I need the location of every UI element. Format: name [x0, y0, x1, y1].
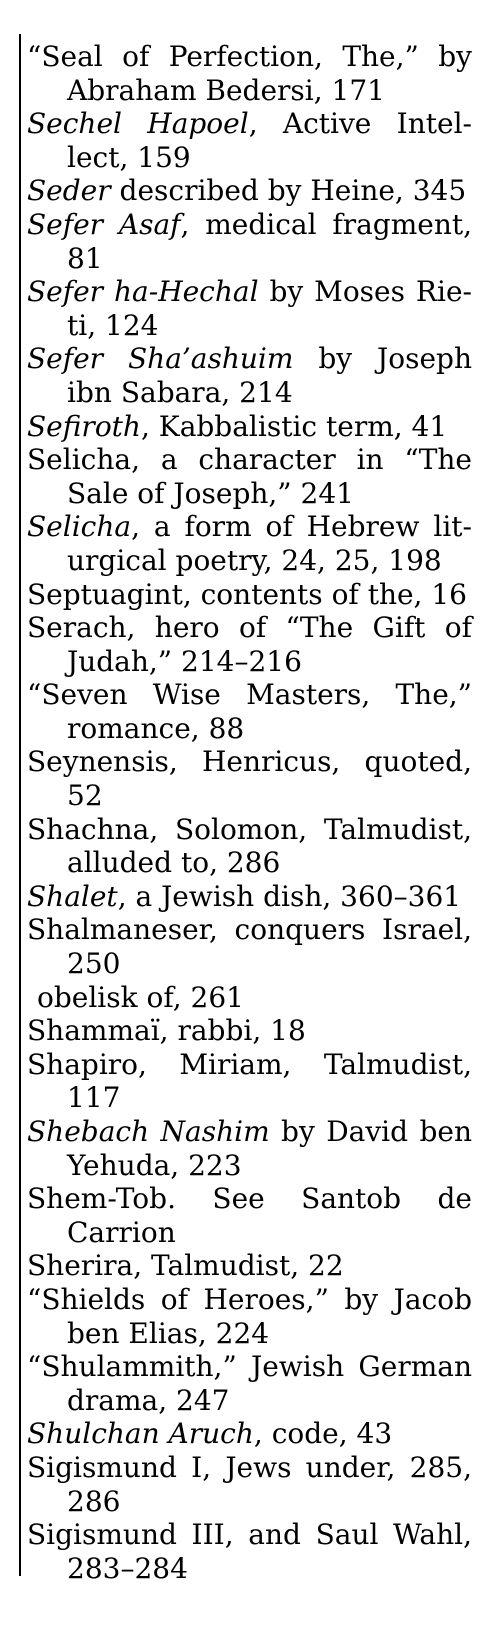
index-entry — [27, 1451, 472, 1518]
entry-italic-heading: Sefiroth — [27, 409, 141, 443]
index-entry — [27, 443, 472, 510]
entry-text: “Shields of Heroes,” by Jacob ben Elias, 224 — [27, 1282, 472, 1350]
entry-text: Shem-Tob. See Santob de Carrion — [27, 1182, 472, 1249]
entry-text: “Shulammith,” Jewish German drama, 247 — [27, 1350, 472, 1417]
entry-text: , medical fragment, 81 — [67, 207, 472, 275]
entry-text: “Seven Wise Masters, The,” romance, 88 — [27, 678, 472, 745]
index-entry — [27, 275, 472, 342]
index-entry — [27, 510, 472, 577]
index-entry — [27, 1350, 472, 1417]
entry-text: , a form of Hebrew liturgical poetry, 24, 25, 198 — [67, 510, 472, 577]
entry-text: Sigismund I, Jews under, 285, 286 — [27, 1450, 472, 1518]
index-entry — [27, 1115, 472, 1182]
entry-italic-heading: Sefer ha-Hechal — [27, 275, 259, 309]
entry-text: Selicha, a character in “The Sale of Joseph,” 241 — [27, 443, 472, 510]
entry-italic-heading: Seder — [27, 174, 111, 208]
entry-italic-heading: Shulchan Aruch — [27, 1417, 254, 1451]
entry-text: Septuagint, contents of the, 16 — [27, 577, 467, 611]
index-entry — [27, 1283, 472, 1350]
index-entry — [27, 410, 472, 444]
entry-text: , Active Intellect, 159 — [67, 107, 473, 174]
index-entry — [27, 1182, 472, 1249]
entry-text: “Seal of Perfection, The,” by Abraham Bedersi, 171 — [27, 40, 472, 107]
entry-text: Sherira, Talmudist, 22 — [27, 1249, 344, 1283]
entry-text: by David ben Yehuda, 223 — [67, 1115, 472, 1182]
index-entry — [27, 578, 472, 612]
entry-text: Shammaï, rabbi, 18 — [27, 1014, 306, 1048]
entry-text: by Moses Rieti, 124 — [67, 275, 472, 342]
entry-italic-heading: Sefer Asaf — [27, 207, 181, 241]
entry-text: Shapiro, Miriam, Talmudist, 117 — [27, 1047, 472, 1115]
entry-text: Seynensis, Henricus, quoted, 52 — [27, 745, 472, 813]
index-entry — [27, 1014, 472, 1048]
entry-italic-heading: Sechel Hapoel — [27, 107, 249, 141]
index-entry-list — [27, 40, 472, 1585]
index-entry — [27, 208, 472, 275]
index-entry — [27, 174, 472, 208]
entry-text: , code, 43 — [253, 1417, 393, 1451]
index-entry — [27, 1048, 472, 1115]
index-entry — [27, 913, 472, 980]
entry-text: Shachna, Solomon, Talmudist, alluded to, 286 — [27, 812, 472, 880]
index-entry — [27, 1417, 472, 1451]
entry-text: obelisk of, 261 — [37, 980, 244, 1014]
index-entry — [27, 40, 472, 107]
entry-text: Serach, hero of “The Gift of Judah,” 214–216 — [27, 611, 472, 678]
entry-text: , Kabbalistic term, 41 — [140, 409, 448, 443]
entry-italic-heading: Sefer Sha’ashuim — [27, 342, 294, 376]
entry-text: described by Heine, 345 — [110, 174, 467, 208]
entry-text: Shalmaneser, conquers Israel, 250 — [27, 913, 472, 981]
index-entry — [27, 1249, 472, 1283]
index-entry — [27, 611, 472, 678]
column-rule — [19, 34, 21, 1576]
entry-italic-heading: Shebach Nashim — [27, 1115, 270, 1148]
entry-text: by Joseph ibn Sabara, 214 — [67, 342, 472, 409]
entry-text: , a Jewish dish, 360–361 — [117, 879, 462, 913]
index-entry — [27, 678, 472, 745]
entry-italic-heading: Shalet — [27, 879, 118, 913]
entry-text: Sigismund III, and Saul Wahl, 283–284 — [27, 1518, 472, 1585]
index-entry — [27, 342, 472, 409]
entry-italic-heading: Selicha — [27, 510, 132, 544]
index-entry — [27, 813, 472, 880]
index-subentry — [27, 981, 472, 1015]
index-entry — [27, 880, 472, 914]
index-entry — [27, 745, 472, 812]
index-entry — [27, 107, 472, 174]
index-entry — [27, 1518, 472, 1585]
